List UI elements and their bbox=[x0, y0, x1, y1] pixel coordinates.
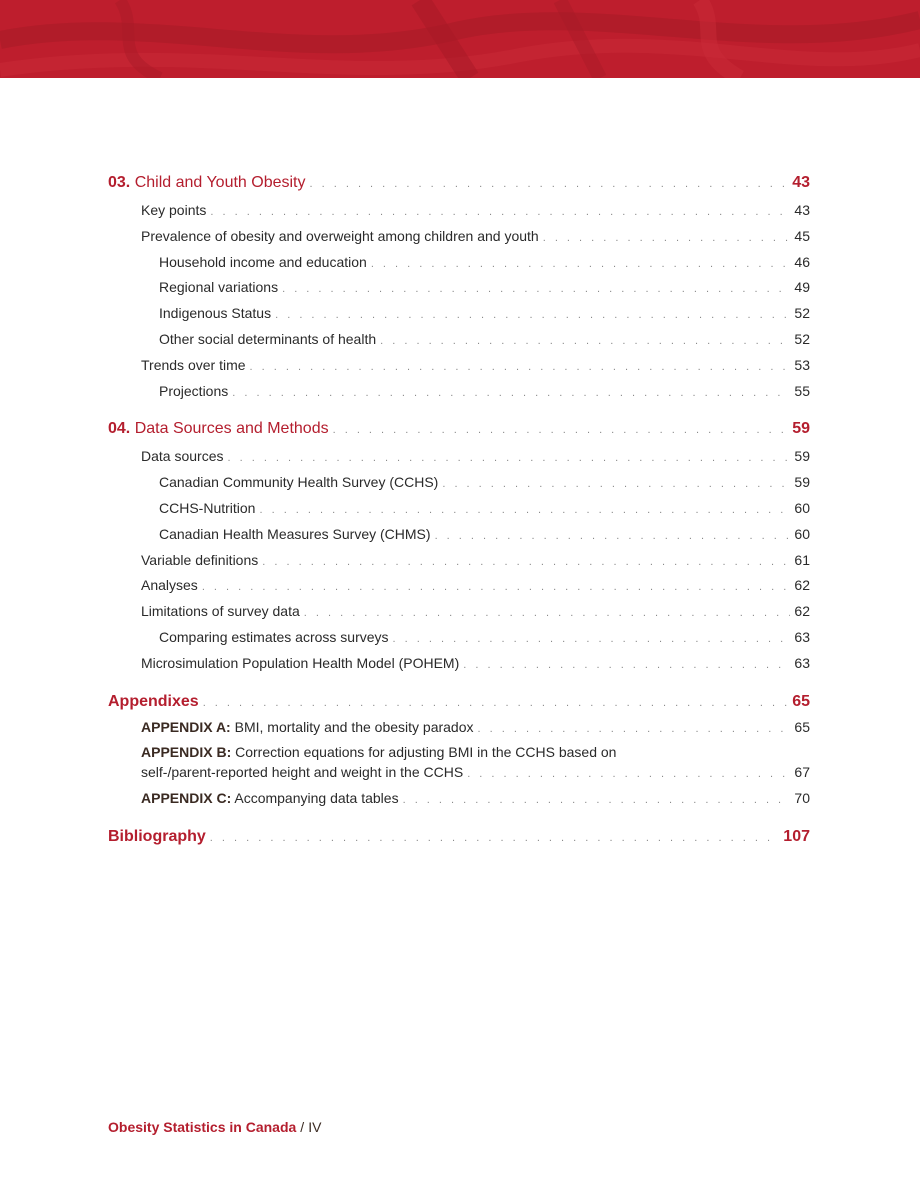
page-number: 60 bbox=[794, 499, 810, 516]
table-of-contents bbox=[108, 174, 810, 854]
entry-label: Trends over time bbox=[141, 356, 246, 373]
entry-label: Analyses bbox=[141, 577, 198, 594]
toc-entry-appendix-c[interactable] bbox=[141, 790, 810, 816]
appendix-prefix: APPENDIX A: bbox=[141, 718, 231, 735]
toc-section-bibliography[interactable] bbox=[108, 828, 810, 854]
page-number: 62 bbox=[794, 577, 810, 594]
page-number: 63 bbox=[794, 628, 810, 645]
dot-leader bbox=[435, 530, 791, 542]
entry-label: CCHS-Nutrition bbox=[159, 499, 256, 516]
entry-label: Key points bbox=[141, 202, 207, 218]
page-number: 107 bbox=[783, 828, 810, 846]
page-number: 70 bbox=[794, 790, 810, 807]
page-number: 45 bbox=[794, 227, 810, 244]
page-number: 46 bbox=[794, 253, 810, 270]
entry-label: Accompanying data tables bbox=[234, 790, 399, 807]
page-number: 59 bbox=[792, 420, 810, 438]
section-title: Bibliography bbox=[108, 828, 206, 846]
page-number: 65 bbox=[792, 692, 810, 710]
toc-entry-cchs-nutrition[interactable] bbox=[159, 500, 810, 526]
toc-entry-limitations[interactable] bbox=[141, 603, 810, 629]
page-footer bbox=[108, 1119, 321, 1135]
footer-page-number: IV bbox=[308, 1119, 322, 1135]
page-number: 53 bbox=[794, 356, 810, 373]
dot-leader bbox=[403, 794, 791, 806]
page-number: 65 bbox=[794, 718, 810, 735]
footer-separator: / bbox=[300, 1119, 305, 1135]
entry-label: Limitations of survey data bbox=[141, 603, 300, 620]
entry-label: Data sources bbox=[141, 448, 224, 465]
entry-label: BMI, mortality and the obesity paradox bbox=[234, 718, 474, 735]
toc-entry-appendix-b[interactable] bbox=[141, 744, 810, 790]
page-number: 59 bbox=[794, 448, 810, 465]
appendix-prefix: APPENDIX C: bbox=[141, 790, 232, 807]
dot-leader bbox=[227, 452, 790, 464]
page-number: 55 bbox=[794, 382, 810, 399]
dot-leader bbox=[393, 633, 791, 645]
dot-leader bbox=[478, 723, 791, 735]
toc-entry-trends[interactable] bbox=[141, 357, 810, 383]
entry-label: Microsimulation Population Health Model (POHEM) bbox=[141, 654, 460, 671]
section-number: 03. bbox=[108, 174, 131, 191]
page-number: 60 bbox=[794, 525, 810, 542]
entry-label: Comparing estimates across surveys bbox=[159, 628, 389, 645]
entry-label: Variable definitions bbox=[141, 551, 259, 568]
dot-leader bbox=[310, 178, 789, 190]
entry-label-line2: self-/parent-reported height and weight in the CCHS bbox=[141, 764, 464, 781]
entry-label: Canadian Health Measures Survey (CHMS) bbox=[159, 525, 431, 542]
toc-entry-other-social[interactable] bbox=[159, 331, 810, 357]
dot-leader bbox=[543, 232, 791, 244]
toc-entry-chms[interactable] bbox=[159, 526, 810, 552]
section-number: 04. bbox=[108, 420, 131, 438]
toc-entry-appendix-a[interactable] bbox=[141, 719, 810, 745]
page-number: 67 bbox=[794, 764, 810, 781]
toc-entry-key-points[interactable] bbox=[141, 202, 810, 228]
toc-entry-pohem[interactable] bbox=[141, 655, 810, 681]
section-title: Appendixes bbox=[108, 692, 199, 710]
page-number: 52 bbox=[794, 305, 810, 322]
entry-label: Canadian Community Health Survey (CCHS) bbox=[159, 474, 439, 491]
page-number: 63 bbox=[794, 654, 810, 671]
appendix-prefix: APPENDIX B: bbox=[141, 744, 232, 761]
toc-entry-analyses[interactable] bbox=[141, 577, 810, 603]
dot-leader bbox=[203, 697, 789, 709]
header-banner bbox=[0, 0, 920, 78]
dot-leader bbox=[210, 206, 790, 218]
dot-leader bbox=[232, 387, 790, 399]
entry-label: Other social determinants of health bbox=[159, 330, 377, 347]
entry-label: Prevalence of obesity and overweight among children and youth bbox=[141, 227, 539, 244]
dot-leader bbox=[304, 607, 791, 619]
dot-leader bbox=[467, 768, 790, 780]
dot-leader bbox=[371, 258, 791, 270]
dot-leader bbox=[259, 504, 790, 516]
page-number: 43 bbox=[792, 174, 810, 191]
dot-leader bbox=[380, 335, 790, 347]
toc-entry-indigenous[interactable] bbox=[159, 305, 810, 331]
toc-entry-variable-definitions[interactable] bbox=[141, 552, 810, 578]
page-number: 43 bbox=[794, 202, 810, 218]
page-number: 52 bbox=[794, 330, 810, 347]
dot-leader bbox=[250, 361, 791, 373]
toc-section-appendixes[interactable] bbox=[108, 693, 810, 719]
page-number: 61 bbox=[794, 551, 810, 568]
page-number: 62 bbox=[794, 603, 810, 620]
toc-entry-regional[interactable] bbox=[159, 279, 810, 305]
dot-leader bbox=[282, 283, 790, 295]
toc-entry-prevalence[interactable] bbox=[141, 228, 810, 254]
footer-title: Obesity Statistics in Canada bbox=[108, 1119, 297, 1135]
banner-pattern bbox=[0, 0, 920, 78]
section-title: Data Sources and Methods bbox=[134, 420, 329, 438]
toc-entry-projections[interactable] bbox=[159, 383, 810, 409]
entry-label: Indigenous Status bbox=[159, 305, 272, 322]
dot-leader bbox=[463, 659, 790, 671]
page-number: 59 bbox=[794, 474, 810, 491]
entry-label: Projections bbox=[159, 382, 229, 399]
entry-label: Regional variations bbox=[159, 279, 279, 296]
toc-entry-comparing-estimates[interactable] bbox=[159, 629, 810, 655]
dot-leader bbox=[333, 424, 789, 436]
toc-entry-cchs[interactable] bbox=[159, 474, 810, 500]
toc-section-03[interactable] bbox=[108, 174, 810, 200]
dot-leader bbox=[210, 832, 780, 844]
dot-leader bbox=[442, 478, 790, 490]
section-title: Child and Youth Obesity bbox=[134, 174, 306, 191]
toc-entry-data-sources[interactable] bbox=[141, 448, 810, 474]
dot-leader bbox=[202, 581, 791, 593]
toc-section-04[interactable] bbox=[108, 420, 810, 446]
toc-entry-household-income[interactable] bbox=[159, 254, 810, 280]
dot-leader bbox=[275, 309, 790, 321]
dot-leader bbox=[262, 556, 790, 568]
entry-label: Household income and education bbox=[159, 253, 367, 270]
page-number: 49 bbox=[794, 279, 810, 296]
entry-label-line1: Correction equations for adjusting BMI in the CCHS based on bbox=[235, 744, 617, 761]
